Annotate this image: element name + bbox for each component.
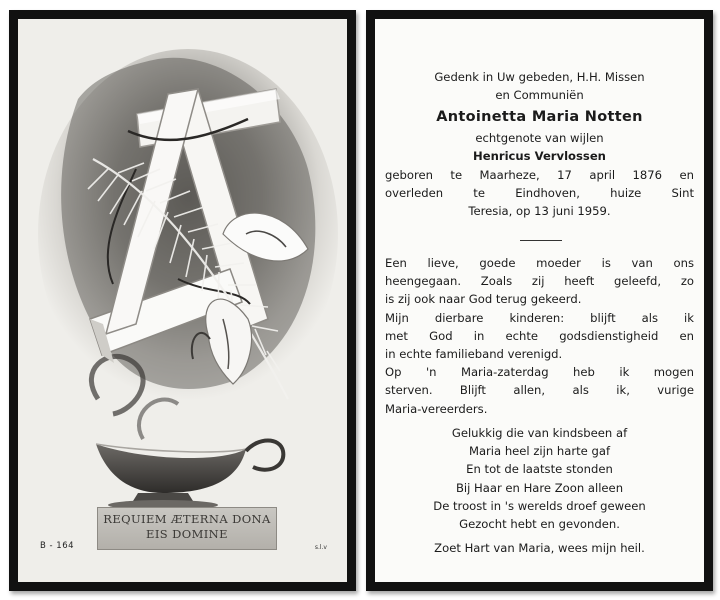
birth-line-1: geboren te Maarheze, 17 april 1876 en: [385, 168, 694, 182]
memorial-text-card: [366, 10, 713, 591]
intro-line-2: en Communiën: [495, 88, 584, 103]
cross-lily-lamp-illustration: [18, 19, 347, 582]
closing-prayer: Zoet Hart van Maria, wees mijn heil.: [434, 541, 645, 555]
plaque-line-1: REQUIEM ÆTERNA DONA: [103, 512, 271, 526]
memorial-text-panel: [375, 19, 704, 582]
message-line-6: in echte familieband verenigd.: [385, 347, 563, 362]
message-line-3: is zij ook naar God terug gekeerd.: [385, 292, 582, 307]
intro-block: [375, 68, 704, 104]
birth-death-block: [375, 166, 704, 221]
birth-line-3: Teresia, op 13 juni 1959.: [468, 204, 611, 219]
card-code: B - 164: [40, 541, 75, 551]
divider-line: [520, 240, 562, 241]
poem-line-1: Gelukkig die van kindsbeen af: [451, 426, 628, 440]
message-line-1: Een lieve, goede moeder is van ons: [385, 256, 694, 270]
spouse-name: Henricus Vervlossen: [473, 149, 606, 163]
poem-line-5: De troost in 's werelds droef geween: [433, 498, 646, 513]
deceased-name: Antoinetta Maria Notten: [436, 109, 643, 125]
message-line-9: Maria-vereerders.: [385, 401, 488, 416]
message-line-7: Op 'n Maria-zaterdag heb ik mogen: [385, 365, 694, 380]
poem-line-2: Maria heel zijn harte gaf: [468, 444, 611, 459]
message-block: [375, 254, 704, 418]
poem-line-4: Bij Haar en Hare Zoon alleen: [455, 480, 624, 495]
poem-line-6: Gezocht hebt en gevonden.: [459, 517, 620, 532]
message-line-4: Mijn dierbare kinderen: blijft als ik: [385, 310, 694, 325]
memorial-image-panel: [18, 19, 347, 582]
poem-line-3: En tot de laatste stonden: [466, 462, 613, 477]
poem-block: [375, 424, 704, 533]
birth-line-2: overleden te Eindhoven, huize Sint: [385, 186, 694, 201]
message-line-2: heengegaan. Zoals zij heeft geleefd, zo: [385, 274, 694, 289]
message-line-8: sterven. Blijft allen, als ik, vurige: [385, 383, 694, 398]
spouse-intro: echtgenote van wijlen: [475, 131, 604, 145]
requiem-plaque: [97, 507, 277, 550]
memorial-image-card: [9, 10, 356, 591]
artist-signature: s.l.v: [314, 544, 327, 551]
plaque-line-2: EIS DOMINE: [146, 527, 228, 541]
intro-line-1: Gedenk in Uw gebeden, H.H. Missen: [434, 70, 645, 84]
message-line-5: met God in echte godsdienstigheid en: [385, 328, 694, 343]
oil-lamp-icon: [96, 441, 283, 511]
